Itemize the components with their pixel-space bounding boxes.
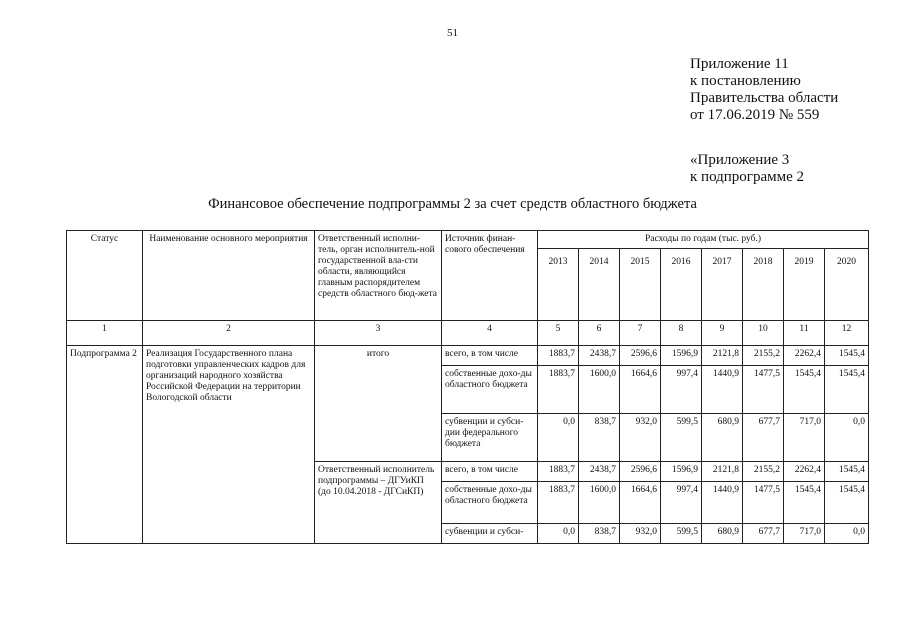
appendix-line: Приложение 11 xyxy=(690,56,789,72)
table-row xyxy=(67,346,869,366)
value-cell: 677,7 xyxy=(743,524,784,544)
value-cell: 1545,4 xyxy=(825,482,869,524)
column-number: 3 xyxy=(315,321,442,346)
value-cell: 1440,9 xyxy=(702,482,743,524)
value-cell: 1545,4 xyxy=(784,482,825,524)
column-number: 6 xyxy=(579,321,620,346)
value-cell: 599,5 xyxy=(661,524,702,544)
value-cell: 717,0 xyxy=(784,524,825,544)
value-cell: 717,0 xyxy=(784,414,825,462)
appendix-line: к постановлению xyxy=(690,73,801,89)
year-cell: 2018 xyxy=(743,249,784,321)
value-cell: 0,0 xyxy=(538,524,579,544)
value-cell: 997,4 xyxy=(661,366,702,414)
value-cell: 2596,6 xyxy=(620,462,661,482)
header-expenses: Расходы по годам (тыс. руб.) xyxy=(538,231,869,249)
value-cell: 599,5 xyxy=(661,414,702,462)
header-row xyxy=(67,231,869,249)
column-number: 8 xyxy=(661,321,702,346)
column-number: 7 xyxy=(620,321,661,346)
value-cell: 1477,5 xyxy=(743,366,784,414)
value-cell: 2155,2 xyxy=(743,346,784,366)
year-cell: 2017 xyxy=(702,249,743,321)
responsible-cell: итого xyxy=(315,346,442,462)
value-cell: 2155,2 xyxy=(743,462,784,482)
value-cell: 0,0 xyxy=(825,524,869,544)
header-status: Статус xyxy=(67,231,143,321)
value-cell: 1545,4 xyxy=(825,346,869,366)
year-cell: 2020 xyxy=(825,249,869,321)
value-cell: 677,7 xyxy=(743,414,784,462)
value-cell: 1600,0 xyxy=(579,366,620,414)
value-cell: 1545,4 xyxy=(825,366,869,414)
appendix-line: Правительства области xyxy=(690,90,839,106)
header-responsible: Ответственный исполни-тель, орган исполнитель-ной государственной вла-сти области, являющийся главным распорядителем средств областного бюд-жета xyxy=(315,231,442,321)
responsible-cell: Ответственный исполнитель подпрограммы – ДГУиКП (до 10.04.2018 - ДГСиКП) xyxy=(315,462,442,544)
page-number: 51 xyxy=(447,27,458,39)
document-title: Финансовое обеспечение подпрограммы 2 за счет средств областного бюджета xyxy=(208,196,697,212)
value-cell: 1883,7 xyxy=(538,482,579,524)
value-cell: 1545,4 xyxy=(784,366,825,414)
appendix-line: к подпрограмме 2 xyxy=(690,169,804,185)
value-cell: 1664,6 xyxy=(620,366,661,414)
value-cell: 2121,8 xyxy=(702,346,743,366)
value-cell: 932,0 xyxy=(620,414,661,462)
column-number-row xyxy=(67,321,869,346)
value-cell: 2596,6 xyxy=(620,346,661,366)
value-cell: 2262,4 xyxy=(784,462,825,482)
value-cell: 2438,7 xyxy=(579,462,620,482)
source-cell: собственные дохо-ды областного бюджета xyxy=(442,366,538,414)
value-cell: 0,0 xyxy=(825,414,869,462)
value-cell: 932,0 xyxy=(620,524,661,544)
source-cell: всего, в том числе xyxy=(442,346,538,366)
value-cell: 2438,7 xyxy=(579,346,620,366)
year-cell: 2014 xyxy=(579,249,620,321)
value-cell: 1664,6 xyxy=(620,482,661,524)
value-cell: 997,4 xyxy=(661,482,702,524)
value-cell: 680,9 xyxy=(702,524,743,544)
value-cell: 838,7 xyxy=(579,414,620,462)
source-cell: субвенции и субси-дии федерального бюджета xyxy=(442,414,538,462)
source-cell: субвенции и субси- xyxy=(442,524,538,544)
year-cell: 2013 xyxy=(538,249,579,321)
value-cell: 0,0 xyxy=(538,414,579,462)
value-cell: 2262,4 xyxy=(784,346,825,366)
year-cell: 2019 xyxy=(784,249,825,321)
appendix-line: от 17.06.2019 № 559 xyxy=(690,107,820,123)
value-cell: 1477,5 xyxy=(743,482,784,524)
value-cell: 680,9 xyxy=(702,414,743,462)
column-number: 11 xyxy=(784,321,825,346)
column-number: 12 xyxy=(825,321,869,346)
source-cell: собственные дохо-ды областного бюджета xyxy=(442,482,538,524)
column-number: 5 xyxy=(538,321,579,346)
column-number: 10 xyxy=(743,321,784,346)
column-number: 4 xyxy=(442,321,538,346)
value-cell: 1883,7 xyxy=(538,346,579,366)
value-cell: 1596,9 xyxy=(661,462,702,482)
year-cell: 2015 xyxy=(620,249,661,321)
column-number: 9 xyxy=(702,321,743,346)
source-cell: всего, в том числе xyxy=(442,462,538,482)
financing-table xyxy=(66,230,869,544)
value-cell: 1545,4 xyxy=(825,462,869,482)
value-cell: 1596,9 xyxy=(661,346,702,366)
column-number: 1 xyxy=(67,321,143,346)
appendix-line: «Приложение 3 xyxy=(690,152,790,168)
event-cell: Реализация Государственного плана подготовки управленческих кадров для организаций народного хозяйства Российской Федерации на территории Вологодской области xyxy=(143,346,315,544)
value-cell: 1883,7 xyxy=(538,366,579,414)
header-event: Наименование основного мероприятия xyxy=(143,231,315,321)
header-source: Источник финан-сового обеспечения xyxy=(442,231,538,321)
value-cell: 1883,7 xyxy=(538,462,579,482)
value-cell: 2121,8 xyxy=(702,462,743,482)
value-cell: 1440,9 xyxy=(702,366,743,414)
column-number: 2 xyxy=(143,321,315,346)
appendix-block xyxy=(690,56,838,186)
year-cell: 2016 xyxy=(661,249,702,321)
value-cell: 838,7 xyxy=(579,524,620,544)
value-cell: 1600,0 xyxy=(579,482,620,524)
status-cell: Подпрограмма 2 xyxy=(67,346,143,544)
